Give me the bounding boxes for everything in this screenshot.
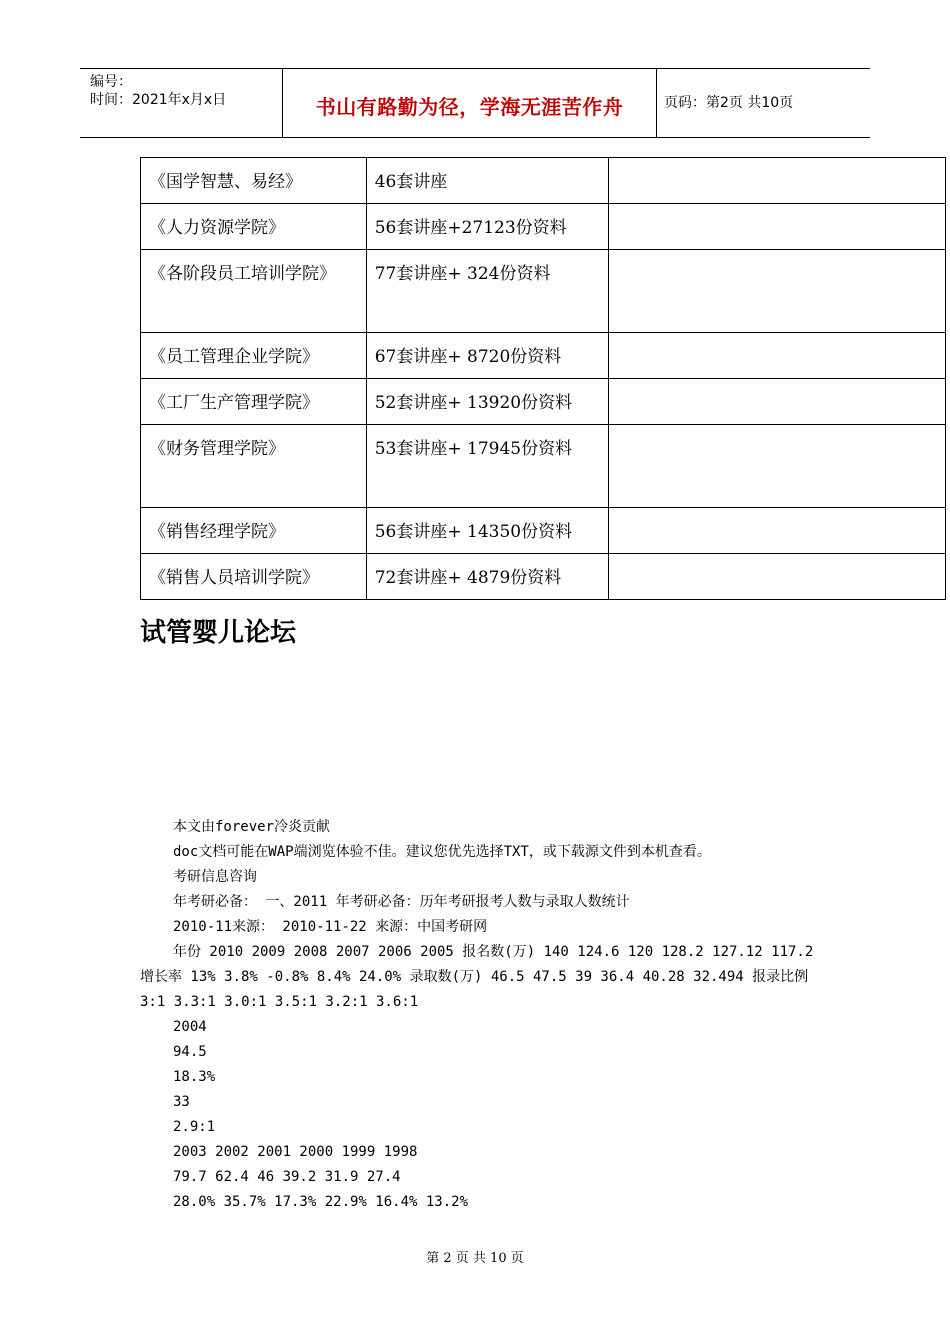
course-note-cell xyxy=(609,333,946,379)
course-name-cell: 《人力资源学院》 xyxy=(141,204,367,250)
course-quantity-cell: 46套讲座 xyxy=(366,158,609,204)
source-line: 2010-11来源： 2010-11-22 来源：中国考研网 xyxy=(173,919,488,935)
serial-label: 编号： xyxy=(90,74,132,90)
table-row xyxy=(141,554,946,600)
stats-year-2004: 2004 xyxy=(173,1019,207,1035)
course-quantity-cell: 67套讲座+ 8720份资料 xyxy=(366,333,609,379)
course-note-cell xyxy=(609,204,946,250)
table-row xyxy=(141,158,946,204)
table-row xyxy=(141,333,946,379)
format-notice: doc文档可能在WAP端浏览体验不佳。建议您优先选择TXT，或下载源文件到本机查看。 xyxy=(173,844,711,860)
page-header xyxy=(80,68,870,138)
stats-growth-2004: 18.3% xyxy=(173,1069,216,1085)
course-quantity-cell: 72套讲座+ 4879份资料 xyxy=(366,554,609,600)
page-label: 页码：第2页 共10页 xyxy=(664,95,794,111)
stats-applicants-2004: 94.5 xyxy=(173,1044,207,1060)
header-meta-cell xyxy=(80,69,282,137)
course-note-cell xyxy=(609,425,946,508)
stats-values-row: 79.7 62.4 46 39.2 31.9 27.4 xyxy=(173,1169,401,1185)
course-quantity-cell: 53套讲座+ 17945份资料 xyxy=(366,425,609,508)
stats-rates-row: 28.0% 35.7% 17.3% 22.9% 16.4% 13.2% xyxy=(173,1194,469,1210)
table-row xyxy=(141,425,946,508)
course-quantity-cell: 56套讲座+ 14350份资料 xyxy=(366,508,609,554)
course-name-cell: 《工厂生产管理学院》 xyxy=(141,379,367,425)
course-note-cell xyxy=(609,158,946,204)
course-note-cell xyxy=(609,379,946,425)
table-row xyxy=(141,250,946,333)
course-name-cell: 《财务管理学院》 xyxy=(141,425,367,508)
course-name-cell: 《销售经理学院》 xyxy=(141,508,367,554)
forum-title: 试管婴儿论坛 xyxy=(140,618,297,648)
header-page-cell xyxy=(656,69,870,137)
course-note-cell xyxy=(609,250,946,333)
course-table-body xyxy=(141,158,946,600)
table-row xyxy=(141,508,946,554)
stats-years-row: 2003 2002 2001 2000 1999 1998 xyxy=(173,1144,418,1160)
header-motto: 书山有路勤为径，学海无涯苦作舟 xyxy=(315,95,624,119)
header-motto-cell xyxy=(282,69,657,137)
stats-paragraph: 年份 2010 2009 2008 2007 2006 2005 报名数(万) 140 124.6 120 128.2 127.12 117.2 增长率 13% 3.8% -0.8% 8.4% 24.0% 录取数(万) 46.5 47.5 39 36.4 40.28 32.494 报录比例 3:1 3.3:1 3.0:1 3.5:1 3.2:1 3.6:1 xyxy=(140,944,814,1010)
consult-line: 考研信息咨询 xyxy=(173,869,257,885)
course-table xyxy=(140,157,946,600)
course-name-cell: 《国学智慧、易经》 xyxy=(141,158,367,204)
course-name-cell: 《员工管理企业学院》 xyxy=(141,333,367,379)
page-footer: 第 2 页 共 10 页 xyxy=(426,1251,524,1266)
date-label: 时间：2021年x月x日 xyxy=(90,92,227,108)
stats-admitted-2004: 33 xyxy=(173,1094,190,1110)
course-note-cell xyxy=(609,554,946,600)
stats-ratio-2004: 2.9:1 xyxy=(173,1119,216,1135)
contributor-line: 本文由forever冷炎贡献 xyxy=(173,819,331,835)
course-name-cell: 《销售人员培训学院》 xyxy=(141,554,367,600)
course-quantity-cell: 56套讲座+27123份资料 xyxy=(366,204,609,250)
article-body xyxy=(140,815,830,1215)
exam-heading-line: 年考研必备： 一、2011 年考研必备：历年考研报考人数与录取人数统计 xyxy=(173,894,630,910)
table-row xyxy=(141,379,946,425)
table-row xyxy=(141,204,946,250)
course-note-cell xyxy=(609,508,946,554)
course-quantity-cell: 77套讲座+ 324份资料 xyxy=(366,250,609,333)
course-quantity-cell: 52套讲座+ 13920份资料 xyxy=(366,379,609,425)
course-name-cell: 《各阶段员工培训学院》 xyxy=(141,250,367,333)
